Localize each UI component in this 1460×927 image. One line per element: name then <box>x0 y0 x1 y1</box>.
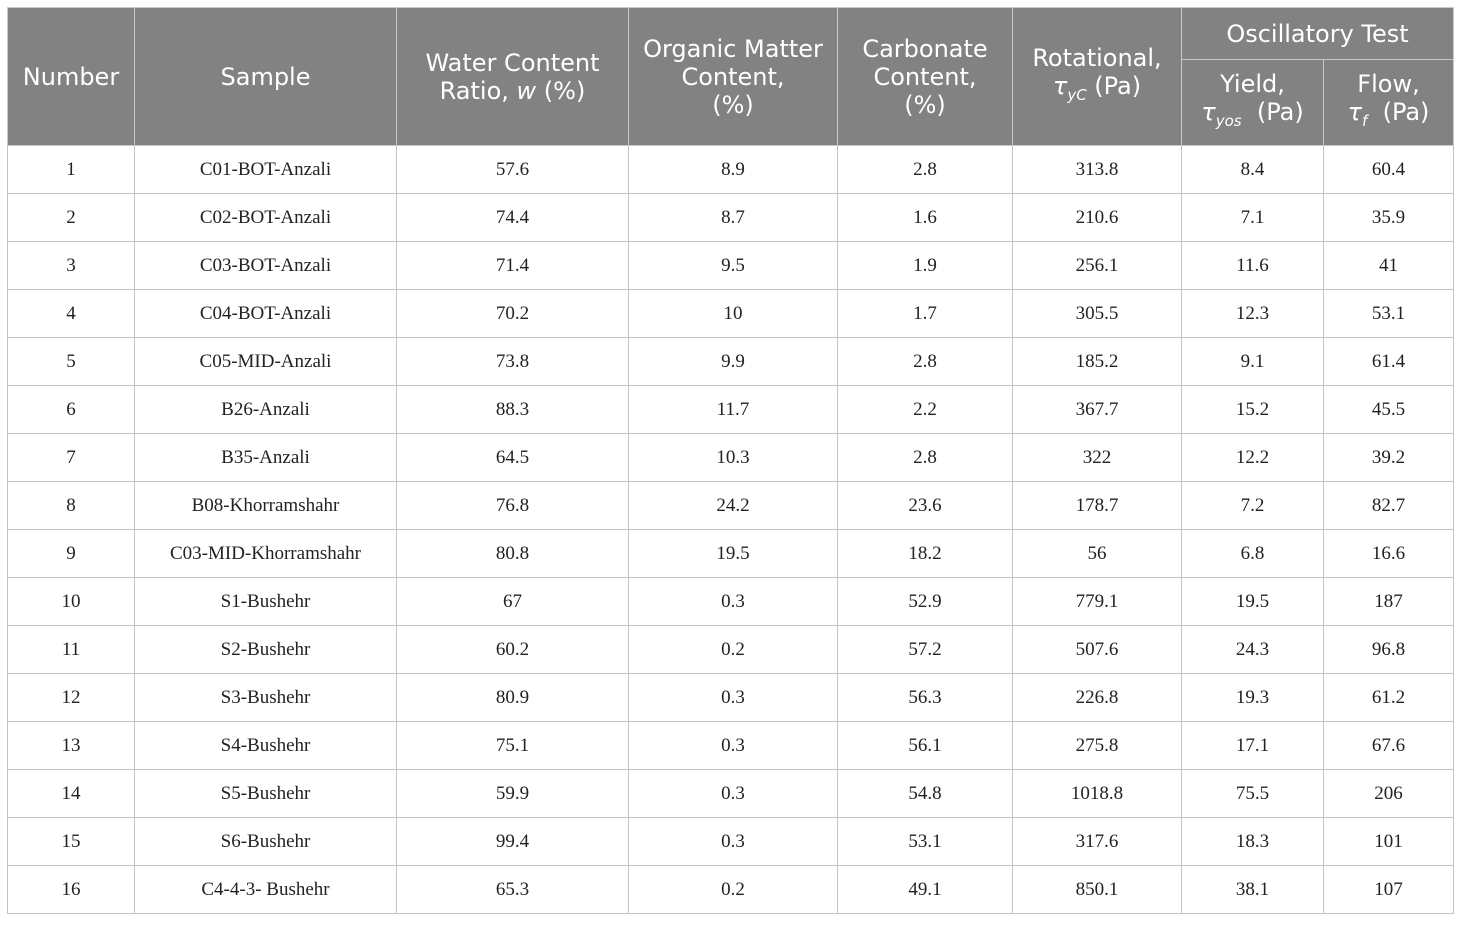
cell-rotational: 185.2 <box>1013 338 1182 386</box>
cell-yield: 12.2 <box>1182 434 1324 482</box>
cell-organic-matter: 0.3 <box>629 674 838 722</box>
cell-carbonate: 18.2 <box>838 530 1013 578</box>
header-organic-line1: Organic Matter <box>643 34 823 63</box>
cell-water-content: 57.6 <box>397 146 629 194</box>
table-header <box>8 8 1454 146</box>
data-table <box>7 7 1454 914</box>
cell-flow: 82.7 <box>1324 482 1454 530</box>
cell-organic-matter: 8.9 <box>629 146 838 194</box>
cell-sample: S3-Bushehr <box>135 674 397 722</box>
cell-water-content: 65.3 <box>397 866 629 914</box>
cell-flow: 67.6 <box>1324 722 1454 770</box>
cell-flow: 187 <box>1324 578 1454 626</box>
header-number: Number <box>8 8 135 146</box>
cell-yield: 7.1 <box>1182 194 1324 242</box>
header-organic-line3: (%) <box>712 90 754 119</box>
cell-number: 9 <box>8 530 135 578</box>
table-row <box>8 866 1454 914</box>
table-row <box>8 338 1454 386</box>
header-carbonate <box>838 8 1013 146</box>
cell-organic-matter: 0.2 <box>629 866 838 914</box>
cell-sample: S2-Bushehr <box>135 626 397 674</box>
cell-yield: 15.2 <box>1182 386 1324 434</box>
cell-yield: 38.1 <box>1182 866 1324 914</box>
cell-flow: 60.4 <box>1324 146 1454 194</box>
table-row <box>8 146 1454 194</box>
cell-sample: B26-Anzali <box>135 386 397 434</box>
cell-water-content: 70.2 <box>397 290 629 338</box>
header-yield-line2: $\tau_{yos}$ (Pa) <box>1201 98 1304 130</box>
cell-flow: 16.6 <box>1324 530 1454 578</box>
cell-number: 12 <box>8 674 135 722</box>
header-rotational-line2: $\tau_{yC}$ (Pa) <box>1052 72 1142 104</box>
cell-rotational: 56 <box>1013 530 1182 578</box>
header-water-content <box>397 8 629 146</box>
cell-flow: 107 <box>1324 866 1454 914</box>
cell-water-content: 99.4 <box>397 818 629 866</box>
table-row <box>8 290 1454 338</box>
cell-rotational: 256.1 <box>1013 242 1182 290</box>
cell-carbonate: 54.8 <box>838 770 1013 818</box>
cell-sample: S6-Bushehr <box>135 818 397 866</box>
cell-number: 13 <box>8 722 135 770</box>
header-flow <box>1324 60 1454 146</box>
cell-organic-matter: 9.5 <box>629 242 838 290</box>
cell-sample: S5-Bushehr <box>135 770 397 818</box>
cell-organic-matter: 11.7 <box>629 386 838 434</box>
cell-rotational: 1018.8 <box>1013 770 1182 818</box>
cell-organic-matter: 0.3 <box>629 818 838 866</box>
cell-water-content: 67 <box>397 578 629 626</box>
header-organic-matter <box>629 8 838 146</box>
cell-flow: 96.8 <box>1324 626 1454 674</box>
cell-water-content: 80.9 <box>397 674 629 722</box>
cell-organic-matter: 8.7 <box>629 194 838 242</box>
header-rotational-line1: Rotational, <box>1032 44 1162 73</box>
cell-carbonate: 1.7 <box>838 290 1013 338</box>
header-carbonate-line2: Content, <box>873 62 977 91</box>
table-body <box>8 146 1454 914</box>
cell-carbonate: 2.2 <box>838 386 1013 434</box>
header-water-var: w <box>516 76 537 105</box>
cell-rotational: 275.8 <box>1013 722 1182 770</box>
cell-yield: 7.2 <box>1182 482 1324 530</box>
table-row <box>8 722 1454 770</box>
cell-water-content: 73.8 <box>397 338 629 386</box>
table-row <box>8 482 1454 530</box>
header-flow-line1: Flow, <box>1357 70 1420 99</box>
cell-organic-matter: 9.9 <box>629 338 838 386</box>
header-carbonate-line1: Carbonate <box>862 34 988 63</box>
cell-number: 4 <box>8 290 135 338</box>
cell-number: 6 <box>8 386 135 434</box>
cell-water-content: 59.9 <box>397 770 629 818</box>
cell-flow: 53.1 <box>1324 290 1454 338</box>
table-row <box>8 626 1454 674</box>
cell-yield: 75.5 <box>1182 770 1324 818</box>
table-row <box>8 674 1454 722</box>
header-carbonate-line3: (%) <box>904 90 946 119</box>
cell-yield: 18.3 <box>1182 818 1324 866</box>
cell-carbonate: 23.6 <box>838 482 1013 530</box>
table-row <box>8 242 1454 290</box>
header-yield-line1: Yield, <box>1220 70 1285 99</box>
header-sample: Sample <box>135 8 397 146</box>
cell-sample: C05-MID-Anzali <box>135 338 397 386</box>
cell-yield: 24.3 <box>1182 626 1324 674</box>
cell-rotational: 210.6 <box>1013 194 1182 242</box>
table-row <box>8 818 1454 866</box>
cell-carbonate: 57.2 <box>838 626 1013 674</box>
cell-number: 10 <box>8 578 135 626</box>
cell-number: 14 <box>8 770 135 818</box>
cell-carbonate: 2.8 <box>838 434 1013 482</box>
cell-number: 16 <box>8 866 135 914</box>
cell-sample: S1-Bushehr <box>135 578 397 626</box>
cell-yield: 9.1 <box>1182 338 1324 386</box>
cell-sample: C03-MID-Khorramshahr <box>135 530 397 578</box>
cell-carbonate: 49.1 <box>838 866 1013 914</box>
cell-yield: 6.8 <box>1182 530 1324 578</box>
cell-organic-matter: 0.3 <box>629 770 838 818</box>
cell-flow: 206 <box>1324 770 1454 818</box>
cell-carbonate: 2.8 <box>838 338 1013 386</box>
cell-flow: 35.9 <box>1324 194 1454 242</box>
cell-flow: 45.5 <box>1324 386 1454 434</box>
cell-sample: S4-Bushehr <box>135 722 397 770</box>
cell-yield: 8.4 <box>1182 146 1324 194</box>
cell-water-content: 76.8 <box>397 482 629 530</box>
cell-rotational: 226.8 <box>1013 674 1182 722</box>
cell-rotational: 507.6 <box>1013 626 1182 674</box>
cell-yield: 19.3 <box>1182 674 1324 722</box>
cell-rotational: 322 <box>1013 434 1182 482</box>
table-row <box>8 530 1454 578</box>
cell-rotational: 317.6 <box>1013 818 1182 866</box>
cell-sample: C01-BOT-Anzali <box>135 146 397 194</box>
header-yield <box>1182 60 1324 146</box>
table-row <box>8 386 1454 434</box>
cell-rotational: 305.5 <box>1013 290 1182 338</box>
cell-yield: 12.3 <box>1182 290 1324 338</box>
cell-organic-matter: 24.2 <box>629 482 838 530</box>
cell-carbonate: 1.6 <box>838 194 1013 242</box>
cell-number: 7 <box>8 434 135 482</box>
table-row <box>8 194 1454 242</box>
cell-water-content: 74.4 <box>397 194 629 242</box>
cell-number: 15 <box>8 818 135 866</box>
cell-number: 3 <box>8 242 135 290</box>
cell-rotational: 313.8 <box>1013 146 1182 194</box>
cell-carbonate: 53.1 <box>838 818 1013 866</box>
cell-organic-matter: 0.3 <box>629 578 838 626</box>
cell-flow: 101 <box>1324 818 1454 866</box>
cell-sample: C03-BOT-Anzali <box>135 242 397 290</box>
header-organic-line2: Content, <box>681 62 785 91</box>
cell-carbonate: 1.9 <box>838 242 1013 290</box>
cell-number: 11 <box>8 626 135 674</box>
table-row <box>8 434 1454 482</box>
cell-carbonate: 56.3 <box>838 674 1013 722</box>
cell-number: 1 <box>8 146 135 194</box>
cell-sample: B35-Anzali <box>135 434 397 482</box>
cell-organic-matter: 10 <box>629 290 838 338</box>
cell-sample: B08-Khorramshahr <box>135 482 397 530</box>
data-table-container <box>7 7 1453 914</box>
cell-organic-matter: 10.3 <box>629 434 838 482</box>
cell-organic-matter: 0.3 <box>629 722 838 770</box>
cell-flow: 61.4 <box>1324 338 1454 386</box>
header-flow-line2: $\tau_f$ (Pa) <box>1347 98 1430 130</box>
cell-organic-matter: 19.5 <box>629 530 838 578</box>
header-oscillatory-test: Oscillatory Test <box>1182 8 1454 60</box>
header-water-line2: Ratio, w (%) <box>439 76 586 105</box>
cell-water-content: 60.2 <box>397 626 629 674</box>
cell-water-content: 75.1 <box>397 722 629 770</box>
cell-rotational: 850.1 <box>1013 866 1182 914</box>
table-row <box>8 770 1454 818</box>
header-rotational <box>1013 8 1182 146</box>
cell-sample: C04-BOT-Anzali <box>135 290 397 338</box>
cell-carbonate: 2.8 <box>838 146 1013 194</box>
cell-organic-matter: 0.2 <box>629 626 838 674</box>
cell-water-content: 88.3 <box>397 386 629 434</box>
cell-number: 5 <box>8 338 135 386</box>
cell-sample: C4-4-3- Bushehr <box>135 866 397 914</box>
cell-water-content: 71.4 <box>397 242 629 290</box>
cell-number: 8 <box>8 482 135 530</box>
cell-yield: 19.5 <box>1182 578 1324 626</box>
cell-flow: 41 <box>1324 242 1454 290</box>
header-row-1 <box>8 8 1454 60</box>
cell-yield: 17.1 <box>1182 722 1324 770</box>
cell-rotational: 367.7 <box>1013 386 1182 434</box>
cell-carbonate: 56.1 <box>838 722 1013 770</box>
cell-sample: C02-BOT-Anzali <box>135 194 397 242</box>
header-water-line1: Water Content <box>425 48 600 77</box>
table-row <box>8 578 1454 626</box>
cell-flow: 39.2 <box>1324 434 1454 482</box>
cell-flow: 61.2 <box>1324 674 1454 722</box>
cell-rotational: 779.1 <box>1013 578 1182 626</box>
cell-number: 2 <box>8 194 135 242</box>
cell-water-content: 64.5 <box>397 434 629 482</box>
cell-water-content: 80.8 <box>397 530 629 578</box>
cell-yield: 11.6 <box>1182 242 1324 290</box>
cell-rotational: 178.7 <box>1013 482 1182 530</box>
cell-carbonate: 52.9 <box>838 578 1013 626</box>
